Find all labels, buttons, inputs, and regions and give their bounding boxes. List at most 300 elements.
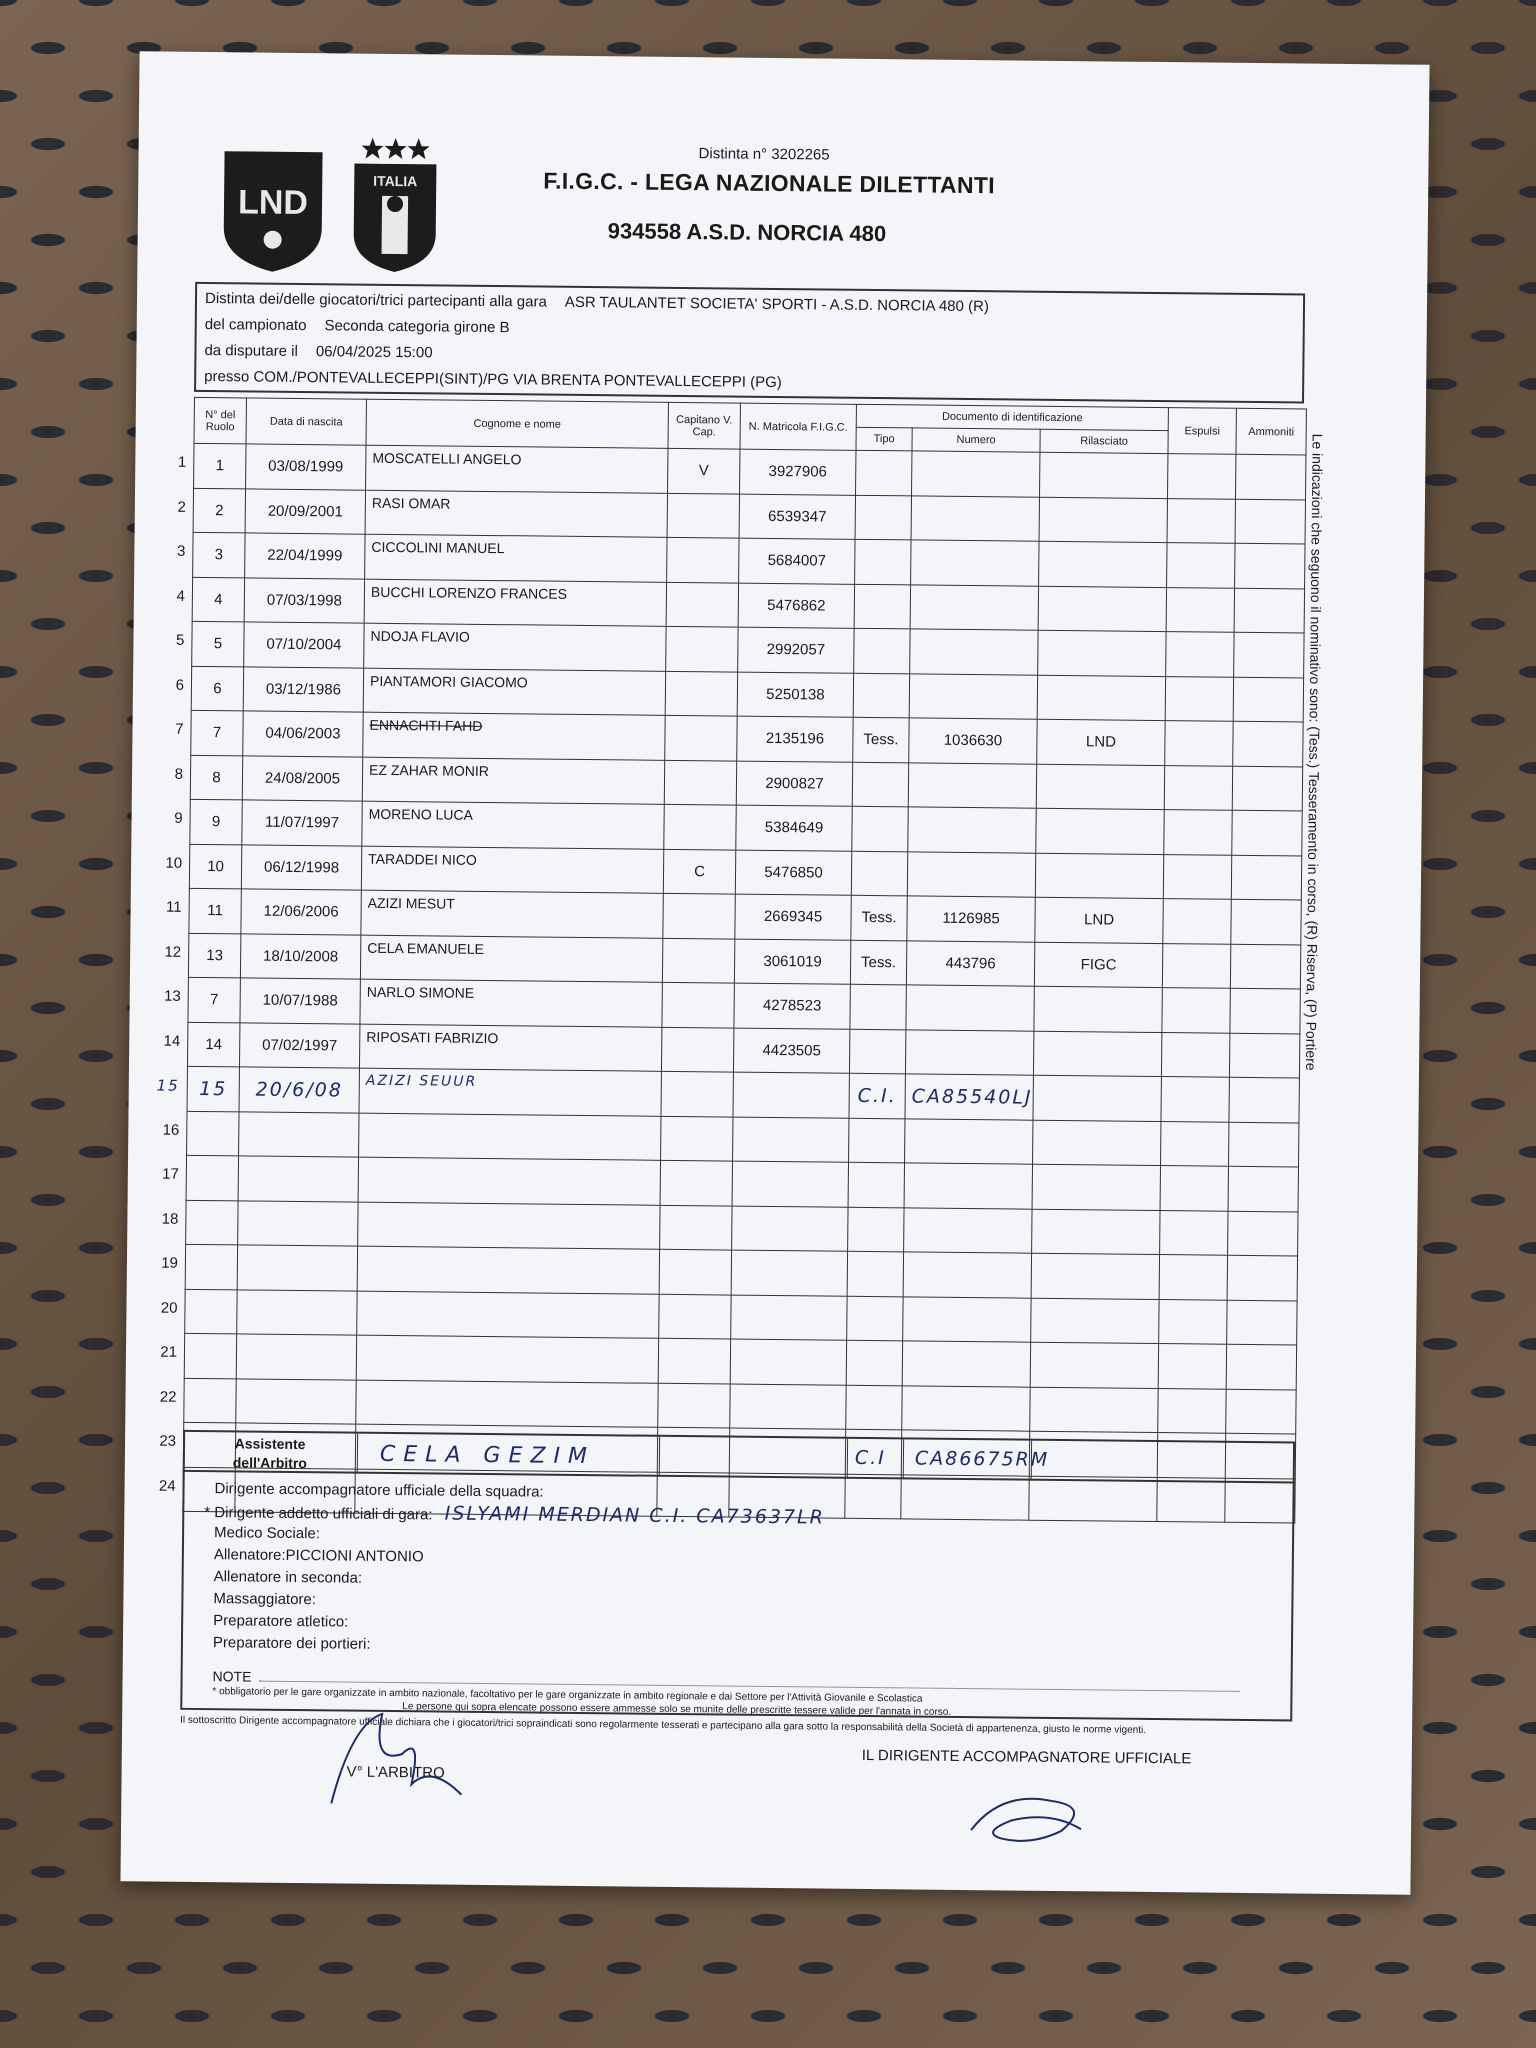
date-label: da disputare il [204, 341, 298, 360]
row-number: 12 [164, 943, 182, 961]
cell-ruolo [162, 1155, 238, 1200]
cell-ruolo [160, 1333, 236, 1378]
cell-captain [665, 671, 737, 716]
cell-matricola [730, 1384, 846, 1430]
cell-espulsi [1164, 765, 1232, 810]
cell-doc-type [850, 984, 906, 1029]
cell-birth [238, 1156, 358, 1202]
allenatore: Allenatore:PICCIONI ANTONIO [213, 1546, 424, 1566]
cell-doc-type [855, 495, 911, 540]
cell-ruolo: 2 2 [193, 488, 245, 533]
assistant-doc-number: CA86675RM [914, 1447, 1050, 1471]
match-value: ASR TAULANTET SOCIETA' SPORTI - A.S.D. NORCIA 480 (R) [564, 293, 989, 316]
distinta-number: Distinta n° 3202265 [698, 145, 830, 164]
italia-logo-text: ITALIA [373, 172, 418, 190]
match-label: Distinta dei/delle giocatori/trici partecipanti alla gara [204, 289, 547, 311]
cell-matricola [731, 1295, 847, 1341]
cell-doc-number [910, 584, 1038, 630]
cell-doc-type [852, 762, 908, 807]
cell-ammoniti [1235, 543, 1305, 588]
federation-title: F.I.G.C. - LEGA NAZIONALE DILETTANTI [543, 167, 996, 199]
players-table [156, 397, 1307, 1524]
cell-name [358, 1202, 660, 1250]
col-name: Cognome e nome [366, 399, 668, 448]
cell-ammoniti [1232, 810, 1302, 855]
cell-captain [658, 1338, 730, 1383]
cell-captain [664, 760, 736, 805]
cell-doc-issuer: LND [1037, 719, 1165, 765]
cell-doc-type [846, 1340, 902, 1385]
cell-birth [236, 1378, 356, 1424]
cell-ruolo: 14 14 [187, 1022, 239, 1067]
cell-doc-issuer [1033, 1031, 1161, 1077]
cell-doc-issuer [1039, 541, 1167, 587]
date-value: 06/04/2025 15:00 [315, 343, 433, 362]
cell-birth: 10/07/1988 [240, 978, 360, 1024]
cell-name: EZ ZAHAR MONIR [362, 757, 664, 805]
row-number: 2 [177, 498, 186, 516]
cell-ammoniti [1227, 1255, 1297, 1300]
cell-doc-type [852, 806, 908, 851]
cell-doc-type: Tess. [851, 895, 907, 940]
cell-birth: 11/07/1997 [242, 800, 362, 846]
cell-doc-type [851, 851, 907, 896]
cell-doc-issuer [1031, 1298, 1159, 1344]
cell-captain [660, 1205, 732, 1250]
row-number: 3 [176, 542, 186, 560]
cell-ammoniti [1229, 1122, 1299, 1167]
cell-doc-number [903, 1296, 1031, 1342]
assistant-label: Assistente dell'Arbitro [232, 1435, 307, 1472]
cell-ruolo [162, 1111, 239, 1156]
cell-birth [237, 1245, 357, 1291]
cell-ammoniti [1234, 632, 1304, 677]
cell-birth: 18/10/2008 [240, 933, 360, 979]
arbitro-label: V° L'ARBITRO [346, 1763, 445, 1782]
cell-matricola: 5476862 [738, 583, 854, 629]
venue-row [204, 368, 782, 391]
cell-ammoniti [1229, 1077, 1299, 1122]
cell-doc-number [908, 807, 1036, 853]
cell-doc-number [904, 1207, 1032, 1253]
cell-name [357, 1246, 659, 1294]
cell-doc-type [847, 1251, 903, 1296]
staff-box [180, 1470, 1294, 1722]
cell-doc-number [911, 495, 1039, 541]
row-number: 11 [165, 898, 182, 916]
cell-doc-number [908, 762, 1036, 808]
cell-doc-number: 1126985 [907, 896, 1035, 942]
cell-name [357, 1291, 659, 1339]
assistant-name: CELA GEZIM [379, 1441, 596, 1470]
cell-ammoniti [1235, 499, 1305, 544]
cell-captain [661, 1027, 733, 1072]
cell-doc-type [848, 1207, 904, 1252]
cell-espulsi [1166, 632, 1234, 677]
cell-birth [239, 1111, 359, 1157]
cell-matricola: 4278523 [734, 983, 850, 1029]
col-numero: Numero [912, 428, 1040, 452]
cell-captain [659, 1249, 731, 1294]
row-number: 5 [176, 631, 185, 649]
row-number: 23 [159, 1432, 177, 1450]
cell-ammoniti [1236, 454, 1306, 499]
cell-birth: 24/08/2005 [242, 755, 362, 801]
row-number: 18 [161, 1210, 179, 1228]
cell-doc-number [902, 1385, 1030, 1431]
cell-matricola: 4423505 [733, 1028, 849, 1074]
document-sheet [120, 51, 1429, 1894]
row-number: 6 [175, 676, 185, 694]
cell-doc-issuer [1037, 675, 1165, 721]
cell-matricola: 5684007 [739, 538, 855, 584]
cell-doc-issuer [1036, 764, 1164, 810]
cell-doc-type [853, 673, 909, 718]
cell-doc-type [854, 628, 910, 673]
cell-name: MORENO LUCA [362, 801, 664, 849]
cell-ruolo: 3 3 [193, 532, 245, 577]
cell-doc-issuer: LND [1035, 897, 1163, 943]
cell-captain [663, 893, 735, 938]
medico-sociale: Medico Sociale: [214, 1524, 321, 1543]
cell-name [358, 1157, 660, 1205]
cell-captain [667, 537, 739, 582]
cell-name: NDOJA FLAVIO [364, 623, 666, 671]
cell-matricola [733, 1117, 849, 1163]
row-number: 20 [160, 1299, 178, 1317]
cell-doc-number [905, 1029, 1033, 1075]
persone-note: Le persone qui sopra elencate possono essere ammesse solo se munite delle prescritte tessere valide per l'annata in corso. [402, 1701, 952, 1718]
cell-captain [666, 582, 738, 627]
cell-doc-issuer [1030, 1387, 1158, 1433]
cell-ammoniti [1226, 1344, 1296, 1389]
cell-birth: 20/6/08 [239, 1067, 359, 1113]
cell-ammoniti [1232, 766, 1302, 811]
cell-doc-number [902, 1341, 1030, 1387]
cell-doc-issuer [1033, 1120, 1161, 1166]
cell-matricola: 2135196 [737, 716, 853, 762]
cell-ruolo: 12 13 [188, 933, 240, 978]
cell-ruolo: 15 15 [187, 1066, 239, 1111]
arbitro-signature [311, 1693, 492, 1815]
col-birth: Data di nascita [246, 398, 366, 445]
cell-name: NARLO SIMONE [360, 979, 662, 1027]
cell-doc-number: 1036630 [909, 718, 1037, 764]
cell-espulsi [1161, 1032, 1229, 1077]
row-number: 13 [163, 987, 181, 1005]
cell-espulsi [1159, 1299, 1227, 1344]
cell-birth: 07/03/1998 [244, 577, 364, 623]
cell-espulsi [1165, 721, 1233, 766]
cell-birth: 07/10/2004 [244, 622, 364, 668]
cell-ruolo: 4 4 [192, 577, 244, 622]
row-number: 21 [160, 1343, 178, 1361]
cell-doc-type [846, 1385, 902, 1430]
col-tipo: Tipo [856, 427, 912, 451]
col-ruolo: N° del Ruolo [194, 397, 246, 444]
venue-label: presso [204, 367, 250, 386]
cell-matricola [732, 1206, 848, 1252]
cell-espulsi [1160, 1166, 1228, 1211]
cell-doc-type [856, 450, 912, 495]
cell-espulsi [1160, 1210, 1228, 1255]
cell-doc-number [905, 1118, 1033, 1164]
preparatore-atletico: Preparatore atletico: [213, 1612, 349, 1631]
cell-birth: 06/12/1998 [241, 844, 361, 890]
cell-matricola: 3061019 [734, 939, 850, 985]
cell-birth [238, 1200, 358, 1246]
cell-doc-type [854, 584, 910, 629]
col-document: Documento di identificazione [856, 404, 1168, 430]
cell-matricola: 5250138 [737, 672, 853, 718]
cell-matricola [733, 1072, 849, 1118]
cell-matricola: 3927906 [740, 449, 856, 495]
match-info-box [194, 282, 1305, 404]
cell-ruolo: 8 8 [190, 755, 242, 800]
cell-captain [666, 626, 738, 671]
cell-doc-issuer [1035, 853, 1163, 899]
cell-birth: 07/02/1997 [239, 1022, 359, 1068]
cell-name: CICCOLINI MANUEL [365, 534, 667, 582]
row-number: 14 [163, 1032, 181, 1050]
cell-doc-issuer [1038, 586, 1166, 632]
cell-name: TARADDEI NICO [361, 846, 663, 894]
cell-doc-number [906, 985, 1034, 1031]
cell-birth: 03/08/1999 [246, 444, 366, 490]
cell-ruolo [160, 1289, 237, 1334]
cell-ruolo: 13 7 [188, 977, 240, 1022]
row-number: 17 [162, 1165, 179, 1183]
cell-doc-number [904, 1163, 1032, 1209]
cell-name: CELA EMANUELE [360, 935, 662, 983]
row-number: 10 [165, 854, 183, 872]
dirigente-addetto-value: ISLYAMI MERDIAN C.I. CA73637LR [444, 1502, 825, 1529]
cell-doc-type: C.I. [849, 1073, 905, 1118]
cell-name: AZIZI MESUT [361, 890, 663, 938]
row-number: 4 [176, 587, 186, 605]
cell-matricola [732, 1161, 848, 1207]
cell-matricola: 5476850 [735, 850, 851, 896]
cell-ammoniti [1230, 988, 1300, 1033]
row-number: 9 [174, 809, 183, 827]
dirigente-accompagnatore: Dirigente accompagnatore ufficiale della squadra: [214, 1480, 544, 1501]
cell-espulsi [1163, 899, 1231, 944]
cell-doc-issuer [1031, 1253, 1159, 1299]
cell-doc-issuer [1040, 452, 1168, 498]
cell-doc-number [911, 540, 1039, 586]
cell-espulsi [1163, 854, 1231, 899]
cell-birth [236, 1334, 356, 1380]
cell-doc-type: Tess. [853, 717, 909, 762]
cell-captain [661, 1116, 733, 1161]
cell-doc-issuer [1036, 808, 1164, 854]
cell-captain [661, 1071, 733, 1116]
cell-ammoniti [1228, 1211, 1298, 1256]
massaggiatore: Massaggiatore: [213, 1590, 317, 1609]
cell-espulsi [1159, 1255, 1227, 1300]
cell-doc-issuer [1034, 986, 1162, 1032]
cell-doc-type [847, 1296, 903, 1341]
club-name: 934558 A.S.D. NORCIA 480 [607, 218, 887, 247]
cell-doc-issuer [1032, 1209, 1160, 1255]
cell-doc-issuer [1030, 1342, 1158, 1388]
col-rilasciato: Rilasciato [1040, 429, 1168, 453]
cell-name [356, 1335, 658, 1383]
championship-row [205, 316, 510, 336]
row-number: 16 [162, 1121, 180, 1139]
cell-birth: 22/04/1999 [245, 533, 365, 579]
cell-captain [659, 1294, 731, 1339]
cell-espulsi [1167, 543, 1235, 588]
cell-name [356, 1380, 658, 1428]
championship-value: Seconda categoria girone B [324, 317, 510, 337]
cell-ammoniti [1227, 1300, 1297, 1345]
cell-matricola: 2900827 [736, 761, 852, 807]
cell-captain [662, 982, 734, 1027]
cell-ruolo [161, 1244, 237, 1289]
cell-ammoniti [1230, 944, 1300, 989]
cell-doc-number [909, 673, 1037, 719]
obbligatorio-note: * obbligatorio per le gare organizzate in ambito nazionale, facoltativo per le gare organizzate in ambito regionale e dai Settore per l'Attività Giovanile e Scolastica [212, 1686, 923, 1705]
cell-birth: 03/12/1986 [243, 666, 363, 712]
cell-name: ENNACHTI FAHD [363, 712, 665, 760]
cell-espulsi [1167, 498, 1235, 543]
col-espulsi: Espulsi [1168, 408, 1236, 455]
cell-doc-number [907, 851, 1035, 897]
row-number: 24 [158, 1477, 176, 1495]
assistant-doc-type: C.I [854, 1446, 886, 1470]
cell-ruolo [159, 1378, 236, 1423]
cell-ruolo: 1 1 [194, 443, 246, 488]
cell-birth: 04/06/2003 [243, 711, 363, 757]
cell-doc-number [910, 629, 1038, 675]
cell-doc-type [849, 1029, 905, 1074]
cell-ammoniti [1233, 677, 1303, 722]
cell-doc-type [855, 539, 911, 584]
cell-doc-issuer: FIGC [1034, 942, 1162, 988]
col-matricola: N. Matricola F.I.G.C. [740, 403, 856, 450]
cell-doc-number [903, 1252, 1031, 1298]
cell-ruolo: 9 9 [190, 799, 242, 844]
date-row [204, 342, 432, 361]
preparatore-portieri: Preparatore dei portieri: [212, 1634, 371, 1653]
cell-matricola [730, 1339, 846, 1385]
cell-ammoniti [1231, 855, 1301, 900]
venue-value: COM./PONTEVALLECEPPI(SINT)/PG VIA BRENTA PONTEVALLECEPPI (PG) [253, 368, 782, 392]
cell-ammoniti [1228, 1166, 1298, 1211]
col-captain: Capitano V. Cap. [668, 402, 740, 449]
cell-matricola: 2669345 [735, 894, 851, 940]
cell-espulsi [1166, 587, 1234, 632]
cell-name: RASI OMAR [365, 490, 667, 538]
cell-captain [665, 715, 737, 760]
cell-doc-issuer [1032, 1164, 1160, 1210]
row-number: 1 [177, 453, 187, 471]
italia-logo [349, 134, 440, 277]
dirigente-label: IL DIRIGENTE ACCOMPAGNATORE UFFICIALE [861, 1746, 1192, 1768]
cell-captain: C [663, 849, 735, 894]
cell-matricola: 5384649 [736, 805, 852, 851]
cell-captain [664, 804, 736, 849]
row-number: 7 [175, 720, 184, 738]
cell-ammoniti [1226, 1389, 1296, 1434]
cell-ammoniti [1229, 1033, 1299, 1078]
cell-captain [667, 493, 739, 538]
match-row [205, 290, 989, 315]
dirigente-addetto-label: * Dirigente addetto ufficiali di gara: [204, 1504, 433, 1524]
cell-ruolo: 7 7 [191, 710, 243, 755]
allenatore-seconda: Allenatore in seconda: [213, 1568, 363, 1587]
cell-ruolo: 10 10 [189, 844, 241, 889]
cell-doc-type [848, 1162, 904, 1207]
cell-espulsi [1165, 676, 1233, 721]
cell-doc-type [849, 1118, 905, 1163]
cell-ammoniti [1233, 721, 1303, 766]
col-ammoniti: Ammoniti [1236, 408, 1306, 455]
cell-espulsi [1161, 1121, 1229, 1166]
cell-espulsi [1158, 1344, 1226, 1389]
cell-doc-type: Tess. [850, 940, 906, 985]
note-label: NOTE [212, 1668, 252, 1685]
cell-espulsi [1164, 810, 1232, 855]
cell-doc-issuer [1038, 630, 1166, 676]
cell-ammoniti [1234, 588, 1304, 633]
cell-captain: V [668, 448, 740, 493]
row-number: 8 [174, 765, 184, 783]
declaration: Il sottoscritto Dirigente accompagnatore ufficiale dichiara che i giocatori/trici sopraindicati sono regolarmente tesserati e partecipano alla gara sotto la responsabilità della Società di appartenenza, giusto le norme vigenti. [180, 1714, 1147, 1736]
cell-name: BUCCHI LORENZO FRANCES [364, 579, 666, 627]
cell-name: RIPOSATI FABRIZIO [359, 1024, 661, 1072]
cell-captain [662, 938, 734, 983]
cell-doc-issuer [1033, 1075, 1161, 1121]
cell-ruolo [161, 1200, 238, 1245]
row-number: 15 [156, 1076, 180, 1095]
cell-doc-number: 443796 [906, 940, 1034, 986]
cell-birth [237, 1289, 357, 1335]
cell-doc-number [912, 451, 1040, 497]
row-number: 19 [161, 1254, 179, 1272]
cell-ruolo: 6 6 [191, 666, 243, 711]
cell-captain [658, 1383, 730, 1428]
cell-matricola [731, 1250, 847, 1296]
cell-doc-number: CA85540LJ [905, 1074, 1033, 1120]
side-note: Le indicazioni che seguono il nominativo sono: (Tess.) Tesseramento in corso, (R) Riserva, (P) Portiere [1303, 433, 1326, 1071]
cell-ruolo: 5 5 [192, 621, 244, 666]
cell-captain [660, 1160, 732, 1205]
lnd-logo-text: LND [237, 183, 309, 223]
cell-name: AZIZI SEUUR [359, 1068, 661, 1116]
cell-espulsi [1162, 988, 1230, 1033]
cell-espulsi [1158, 1388, 1226, 1433]
row-number: 22 [159, 1388, 177, 1406]
cell-ruolo: 11 11 [189, 888, 241, 933]
cell-name: PIANTAMORI GIACOMO [363, 668, 665, 716]
cell-matricola: 6539347 [739, 494, 855, 540]
cell-name [359, 1113, 661, 1161]
dirigente-signature [961, 1780, 1142, 1852]
cell-birth: 20/09/2001 [245, 488, 365, 534]
cell-matricola: 2992057 [738, 627, 854, 673]
championship-label: del campionato [204, 315, 307, 335]
cell-doc-issuer [1039, 497, 1167, 543]
cell-espulsi [1168, 454, 1236, 499]
cell-birth: 12/06/2006 [241, 889, 361, 935]
cell-name: MOSCATELLI ANGELO [366, 445, 668, 493]
lnd-logo [217, 147, 328, 276]
cell-ammoniti [1231, 899, 1301, 944]
cell-espulsi [1162, 943, 1230, 988]
cell-espulsi [1161, 1077, 1229, 1122]
